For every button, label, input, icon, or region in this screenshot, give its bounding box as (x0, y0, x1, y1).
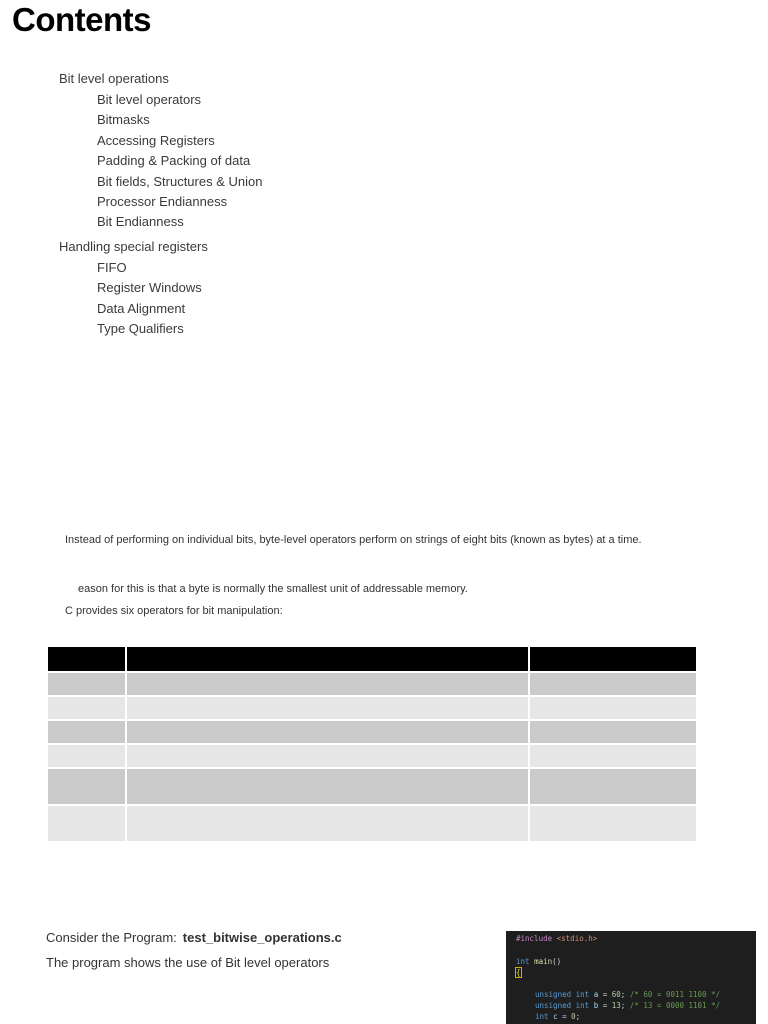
code-token: main (534, 957, 553, 966)
toc-item-data-alignment[interactable]: Data Alignment (97, 301, 186, 316)
toc-item-accessing-registers[interactable]: Accessing Registers (97, 133, 215, 148)
code-token: a (593, 990, 599, 999)
table-cell (127, 743, 530, 767)
code-token: c (553, 1012, 558, 1021)
code-line-main (516, 958, 561, 967)
bit-operators-table (48, 647, 696, 841)
table-cell (127, 695, 530, 719)
toc-item-padding-packing[interactable]: Padding & Packing of data (97, 153, 251, 168)
code-line-open-brace (516, 969, 521, 978)
table-cell (48, 695, 127, 719)
code-token: 0 (571, 1012, 576, 1021)
code-token: = (562, 1012, 567, 1021)
code-line-var-b (535, 1002, 720, 1011)
table-cell (530, 743, 696, 767)
table-row (48, 719, 696, 743)
table-row (48, 804, 696, 841)
code-token: <stdio.h> (556, 934, 598, 943)
code-token: /* 13 = 0000 1101 */ (629, 1001, 721, 1010)
code-token: unsigned (535, 1001, 572, 1010)
code-token: int (535, 1012, 549, 1021)
table-cell (127, 671, 530, 695)
code-token: #include (516, 934, 553, 943)
code-token: = (602, 990, 608, 999)
table-row (48, 671, 696, 695)
toc-section-bit-level-operations[interactable]: Bit level operations (59, 71, 169, 86)
table-cell (530, 767, 696, 804)
table-cell (127, 719, 530, 743)
table-header-cell (48, 647, 127, 671)
code-token: = (602, 1001, 608, 1010)
table-cell (127, 804, 530, 841)
table-row (48, 695, 696, 719)
code-token: () (552, 957, 562, 966)
table-cell (530, 804, 696, 841)
consider-label: Consider the Program: (46, 930, 177, 945)
toc-item-processor-endianness[interactable]: Processor Endianness (97, 194, 228, 209)
code-token: 13 (611, 1001, 621, 1010)
table-row (48, 767, 696, 804)
code-token: /* 60 = 0011 1100 */ (629, 990, 721, 999)
code-token: int (516, 957, 530, 966)
code-token: { (516, 968, 521, 977)
program-description: The program shows the use of Bit level operators (46, 955, 330, 970)
toc-item-bit-endianness[interactable]: Bit Endianness (97, 214, 184, 229)
code-token: 60 (611, 990, 621, 999)
consider-program-line (46, 930, 342, 945)
table-cell (48, 671, 127, 695)
toc-item-bit-level-operators[interactable]: Bit level operators (97, 92, 202, 107)
code-token: ; (620, 990, 626, 999)
code-token: ; (620, 1001, 626, 1010)
table-header-row (48, 647, 696, 671)
table-cell (48, 743, 127, 767)
code-line-var-a (535, 991, 720, 1000)
code-token: b (593, 1001, 599, 1010)
toc-item-bitmasks[interactable]: Bitmasks (97, 112, 150, 127)
toc-item-fifo[interactable]: FIFO (97, 260, 127, 275)
table-row (48, 743, 696, 767)
code-line-include (516, 935, 597, 944)
code-snippet (506, 931, 756, 1024)
code-token: unsigned (535, 990, 572, 999)
table-cell (530, 671, 696, 695)
intro-paragraph: Instead of performing on individual bits, byte-level operators perform on strings of eight bits (known as bytes) at a time. (65, 534, 642, 546)
code-token: int (575, 990, 590, 999)
intro-reason-text: eason for this is that a byte is normally the smallest unit of addressable memory. (78, 583, 468, 595)
table-cell (127, 767, 530, 804)
page-title: Contents (12, 1, 151, 38)
program-filename: test_bitwise_operations.c (182, 930, 342, 945)
code-token: int (575, 1001, 590, 1010)
table-header-cell (530, 647, 696, 671)
table-cell (48, 719, 127, 743)
toc-item-bit-fields[interactable]: Bit fields, Structures & Union (97, 174, 263, 189)
table-header-cell (127, 647, 530, 671)
code-token: ; (575, 1012, 581, 1021)
table-cell (530, 695, 696, 719)
table-cell (48, 804, 127, 841)
table-cell (530, 719, 696, 743)
table-cell (48, 767, 127, 804)
code-line-var-c (535, 1013, 580, 1022)
toc-item-type-qualifiers[interactable]: Type Qualifiers (97, 321, 184, 336)
intro-operators-text: C provides six operators for bit manipulation: (65, 605, 283, 617)
toc-item-register-windows[interactable]: Register Windows (97, 280, 202, 295)
toc-section-handling-special-registers[interactable]: Handling special registers (59, 239, 208, 254)
